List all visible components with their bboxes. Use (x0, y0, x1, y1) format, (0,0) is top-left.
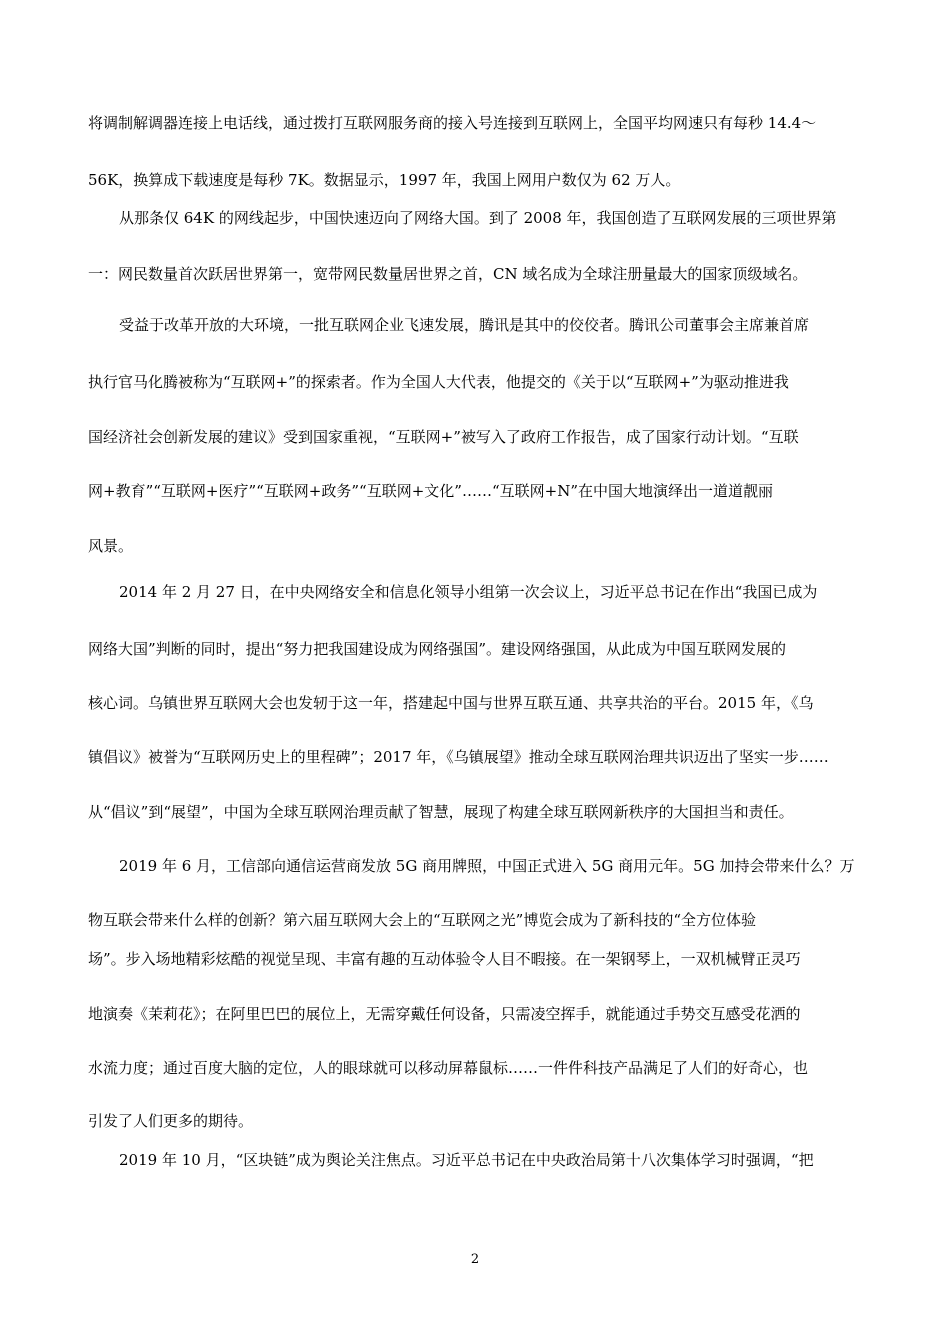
text-line: 从那条仅 64K 的网线起步，中国快速迈向了网络大国。到了 2008 年，我国创造了互联网发展的三项世界第 (119, 209, 837, 227)
text-line: 核心词。乌镇世界互联网大会也发轫于这一年，搭建起中国与世界互联互通、共享共治的平台。2015 年，《乌 (88, 694, 814, 712)
text-line: 地演奏《茉莉花》；在阿里巴巴的展位上，无需穿戴任何设备，只需凌空挥手，就能通过手势交互感受花洒的 (88, 1005, 801, 1023)
text-line: 受益于改革开放的大环境，一批互联网企业飞速发展，腾讯是其中的佼佼者。腾讯公司董事会主席兼首席 (119, 316, 810, 334)
text-line: 场”。步入场地精彩炫酷的视觉呈现、丰富有趣的互动体验令人目不暇接。在一架钢琴上，一双机械臂正灵巧 (88, 950, 801, 968)
text-line: 执行官马化腾被称为“互联网+”的探索者。作为全国人大代表，他提交的《关于以“互联网+”为驱动推进我 (88, 373, 789, 391)
page-number: 2 (470, 1252, 480, 1267)
text-line: 物互联会带来什么样的创新？第六届互联网大会上的“互联网之光”博览会成为了新科技的“全方位体验 (88, 911, 757, 929)
text-line: 2019 年 6 月，工信部向通信运营商发放 5G 商用牌照，中国正式进入 5G 商用元年。5G 加持会带来什么？万 (119, 857, 855, 875)
text-line: 网络大国”判断的同时，提出“努力把我国建设成为网络强国”。建设网络强国，从此成为中国互联网发展的 (88, 640, 787, 658)
text-line: 从“倡议”到“展望”，中国为全球互联网治理贡献了智慧，展现了构建全球互联网新秩序的大国担当和责任。 (88, 803, 794, 821)
text-line: 将调制解调器连接上电话线，通过拨打互联网服务商的接入号连接到互联网上，全国平均网速只有每秒 14.4～ (88, 114, 817, 132)
text-line: 引发了人们更多的期待。 (88, 1112, 254, 1130)
text-line: 网+教育”“互联网+医疗”“互联网+政务”“互联网+文化”……“互联网+N”在中国大地演绎出一道道靓丽 (88, 482, 773, 500)
text-line: 风景。 (88, 537, 134, 555)
text-line: 镇倡议》被誉为“互联网历史上的里程碑”；2017 年，《乌镇展望》推动全球互联网治理共识迈出了坚实一步…… (88, 748, 829, 766)
text-line: 一：网民数量首次跃居世界第一，宽带网民数量居世界之首，CN 域名成为全球注册量最大的国家顶级域名。 (88, 265, 808, 283)
text-line: 2014 年 2 月 27 日，在中央网络安全和信息化领导小组第一次会议上，习近平总书记在作出“我国已成为 (119, 583, 818, 601)
text-line: 水流力度；通过百度大脑的定位，人的眼球就可以移动屏幕鼠标……一件件科技产品满足了人们的好奇心，也 (88, 1059, 809, 1077)
text-line: 56K，换算成下载速度是每秒 7K。数据显示，1997 年，我国上网用户数仅为 62 万人。 (88, 171, 681, 189)
text-line: 2019 年 10 月，“区块链”成为舆论关注焦点。习近平总书记在中央政治局第十八次集体学习时强调，“把 (119, 1151, 814, 1169)
text-line: 国经济社会创新发展的建议》受到国家重视，“互联网+”被写入了政府工作报告，成了国家行动计划。“互联 (88, 428, 799, 446)
